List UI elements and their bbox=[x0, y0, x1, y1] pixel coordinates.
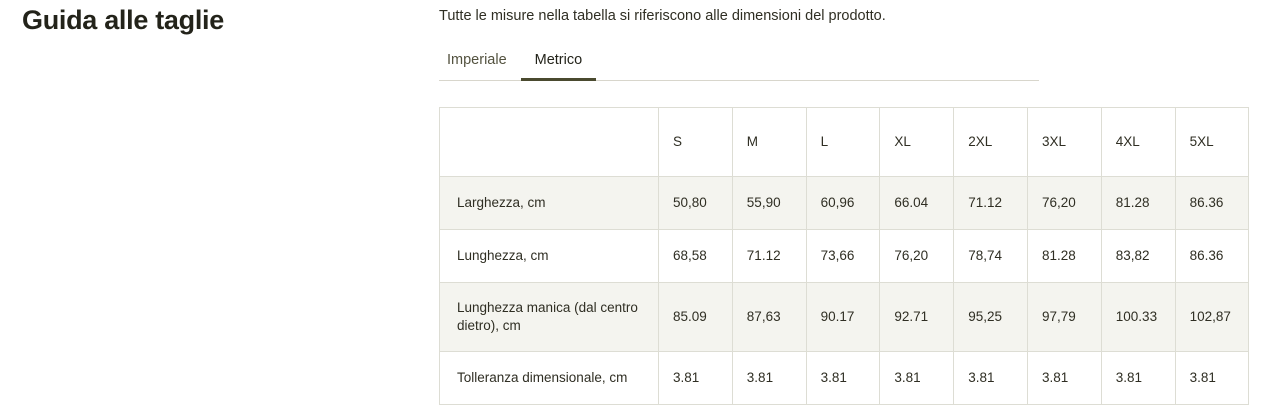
page-title: Guida alle taglie bbox=[22, 5, 224, 35]
cell-value: 3.81 bbox=[806, 352, 880, 405]
column-header-m: M bbox=[732, 108, 806, 177]
cell-value: 92.71 bbox=[880, 283, 954, 352]
cell-value: 87,63 bbox=[732, 283, 806, 352]
cell-value: 78,74 bbox=[954, 230, 1028, 283]
table-head bbox=[440, 108, 1249, 177]
cell-value: 3.81 bbox=[1027, 352, 1101, 405]
table-row bbox=[440, 283, 1249, 352]
title-column bbox=[22, 4, 412, 36]
table-row bbox=[440, 177, 1249, 230]
table-row bbox=[440, 352, 1249, 405]
table-corner-header bbox=[440, 108, 659, 177]
cell-value: 86.36 bbox=[1175, 230, 1249, 283]
cell-value: 3.81 bbox=[880, 352, 954, 405]
cell-value: 73,66 bbox=[806, 230, 880, 283]
cell-value: 55,90 bbox=[732, 177, 806, 230]
intro-text: Tutte le misure nella tabella si riferiscono alle dimensioni del prodotto. bbox=[439, 8, 886, 24]
column-header-2xl: 2XL bbox=[954, 108, 1028, 177]
table-body bbox=[440, 177, 1249, 405]
content-column bbox=[439, 6, 1249, 405]
row-label: Larghezza, cm bbox=[440, 177, 659, 230]
cell-value: 66.04 bbox=[880, 177, 954, 230]
cell-value: 86.36 bbox=[1175, 177, 1249, 230]
cell-value: 76,20 bbox=[880, 230, 954, 283]
cell-value: 3.81 bbox=[732, 352, 806, 405]
cell-value: 3.81 bbox=[954, 352, 1028, 405]
row-label: Lunghezza, cm bbox=[440, 230, 659, 283]
cell-value: 50,80 bbox=[659, 177, 733, 230]
cell-value: 102,87 bbox=[1175, 283, 1249, 352]
cell-value: 90.17 bbox=[806, 283, 880, 352]
cell-value: 85.09 bbox=[659, 283, 733, 352]
cell-value: 95,25 bbox=[954, 283, 1028, 352]
cell-value: 71.12 bbox=[954, 177, 1028, 230]
tab-metrico[interactable]: Metrico bbox=[521, 48, 597, 81]
tab-imperiale[interactable]: Imperiale bbox=[439, 48, 521, 81]
cell-value: 83,82 bbox=[1101, 230, 1175, 283]
cell-value: 3.81 bbox=[1101, 352, 1175, 405]
table-row bbox=[440, 230, 1249, 283]
cell-value: 81.28 bbox=[1027, 230, 1101, 283]
column-header-l: L bbox=[806, 108, 880, 177]
row-label: Tolleranza dimensionale, cm bbox=[440, 352, 659, 405]
unit-tabs bbox=[439, 48, 1039, 81]
cell-value: 60,96 bbox=[806, 177, 880, 230]
row-label: Lunghezza manica (dal centro dietro), cm bbox=[440, 283, 659, 352]
cell-value: 68,58 bbox=[659, 230, 733, 283]
size-table bbox=[439, 107, 1249, 405]
cell-value: 71.12 bbox=[732, 230, 806, 283]
cell-value: 81.28 bbox=[1101, 177, 1175, 230]
table-header-row bbox=[440, 108, 1249, 177]
cell-value: 3.81 bbox=[659, 352, 733, 405]
column-header-xl: XL bbox=[880, 108, 954, 177]
cell-value: 97,79 bbox=[1027, 283, 1101, 352]
cell-value: 76,20 bbox=[1027, 177, 1101, 230]
column-header-3xl: 3XL bbox=[1027, 108, 1101, 177]
column-header-s: S bbox=[659, 108, 733, 177]
cell-value: 100.33 bbox=[1101, 283, 1175, 352]
cell-value: 3.81 bbox=[1175, 352, 1249, 405]
column-header-4xl: 4XL bbox=[1101, 108, 1175, 177]
column-header-5xl: 5XL bbox=[1175, 108, 1249, 177]
